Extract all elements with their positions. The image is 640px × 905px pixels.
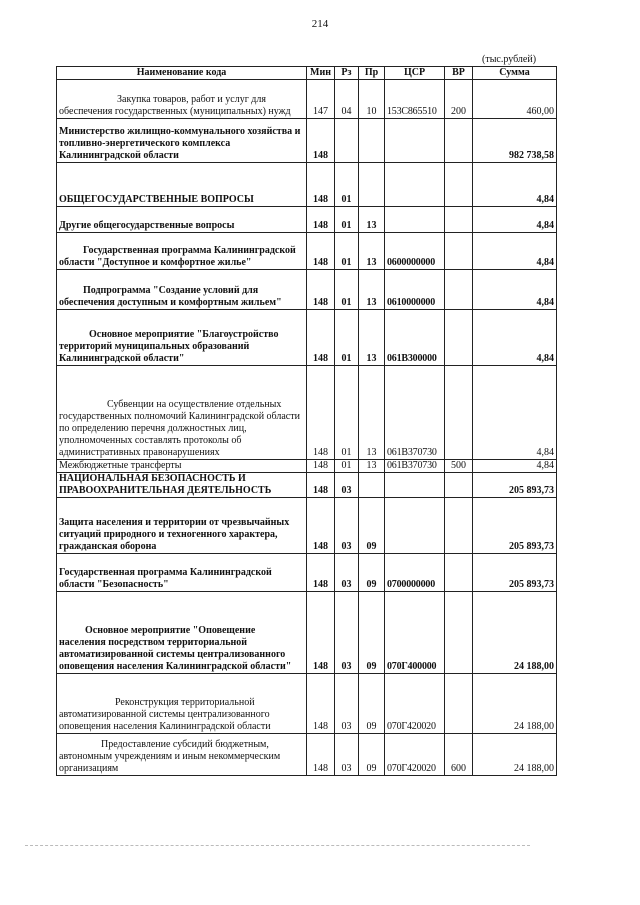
- row-rz: 03: [335, 734, 359, 776]
- row-pr: 09: [359, 554, 385, 592]
- row-pr: [359, 119, 385, 163]
- row-vr: [445, 554, 473, 592]
- row-rz: 01: [335, 366, 359, 460]
- row-vr: [445, 207, 473, 233]
- budget-table: [56, 66, 557, 776]
- row-name: Подпрограмма "Создание условий для обеспечения доступным и комфортным жильем": [57, 270, 307, 310]
- header-min: Мин: [307, 67, 335, 80]
- row-min: 148: [307, 498, 335, 554]
- row-vr: [445, 473, 473, 498]
- row-min: 148: [307, 310, 335, 366]
- row-pr: [359, 163, 385, 207]
- row-sum: 4,84: [473, 207, 557, 233]
- row-min: 148: [307, 119, 335, 163]
- row-sum: 460,00: [473, 80, 557, 119]
- row-name: Межбюджетные трансферты: [57, 460, 307, 473]
- row-min: 148: [307, 270, 335, 310]
- row-csr: [385, 473, 445, 498]
- table-row: [57, 270, 557, 310]
- row-pr: 13: [359, 460, 385, 473]
- table-row: [57, 554, 557, 592]
- row-name: Предоставление субсидий бюджетным, автономным учреждениям и иным некоммерческим организациям: [57, 734, 307, 776]
- row-vr: [445, 498, 473, 554]
- table-row: [57, 592, 557, 674]
- row-pr: 13: [359, 233, 385, 270]
- row-vr: [445, 233, 473, 270]
- row-min: 148: [307, 460, 335, 473]
- row-rz: 03: [335, 498, 359, 554]
- row-pr: 09: [359, 592, 385, 674]
- row-name: Закупка товаров, работ и услуг для обеспечения государственных (муниципальных) нужд: [57, 80, 307, 119]
- row-sum: 24 188,00: [473, 734, 557, 776]
- table-row: [57, 80, 557, 119]
- header-vr: ВР: [445, 67, 473, 80]
- row-name: ОБЩЕГОСУДАРСТВЕННЫЕ ВОПРОСЫ: [57, 163, 307, 207]
- row-pr: 13: [359, 366, 385, 460]
- units-label: (тыс.рублей): [482, 54, 537, 65]
- row-sum: 4,84: [473, 233, 557, 270]
- row-vr: [445, 674, 473, 734]
- row-rz: 03: [335, 554, 359, 592]
- row-vr: [445, 163, 473, 207]
- row-min: 148: [307, 734, 335, 776]
- header-rz: Рз: [335, 67, 359, 80]
- row-csr: 0610000000: [385, 270, 445, 310]
- table-row: [57, 207, 557, 233]
- row-vr: 600: [445, 734, 473, 776]
- row-pr: 10: [359, 80, 385, 119]
- row-min: 148: [307, 233, 335, 270]
- row-rz: 03: [335, 473, 359, 498]
- row-vr: 500: [445, 460, 473, 473]
- row-rz: 03: [335, 592, 359, 674]
- row-csr: [385, 498, 445, 554]
- header-csr: ЦСР: [385, 67, 445, 80]
- table-row: [57, 460, 557, 473]
- row-rz: 01: [335, 270, 359, 310]
- table-row: [57, 163, 557, 207]
- table-row: [57, 366, 557, 460]
- table-row: [57, 310, 557, 366]
- row-sum: 205 893,73: [473, 473, 557, 498]
- row-csr: 061В370730: [385, 366, 445, 460]
- row-vr: [445, 119, 473, 163]
- table-row: [57, 473, 557, 498]
- row-pr: 13: [359, 310, 385, 366]
- row-csr: 061В370730: [385, 460, 445, 473]
- row-sum: 205 893,73: [473, 554, 557, 592]
- row-sum: 24 188,00: [473, 592, 557, 674]
- scan-artifact-line: [25, 845, 530, 846]
- row-csr: [385, 207, 445, 233]
- row-sum: 982 738,58: [473, 119, 557, 163]
- row-csr: [385, 163, 445, 207]
- row-min: 148: [307, 592, 335, 674]
- row-name: НАЦИОНАЛЬНАЯ БЕЗОПАСНОСТЬ И ПРАВООХРАНИТЕЛЬНАЯ ДЕЯТЕЛЬНОСТЬ: [57, 473, 307, 498]
- row-vr: [445, 310, 473, 366]
- row-sum: 24 188,00: [473, 674, 557, 734]
- row-vr: 200: [445, 80, 473, 119]
- row-vr: [445, 592, 473, 674]
- row-csr: 153С865510: [385, 80, 445, 119]
- row-sum: 4,84: [473, 310, 557, 366]
- row-vr: [445, 366, 473, 460]
- row-sum: 4,84: [473, 270, 557, 310]
- table-row: [57, 233, 557, 270]
- row-csr: 061В300000: [385, 310, 445, 366]
- row-min: 148: [307, 554, 335, 592]
- page-number: 214: [311, 18, 329, 30]
- row-name: Субвенции на осуществление отдельных государственных полномочий Калининградской области по определению перечня должностных лиц, уполномоченных составлять протоколы об административных правонарушениях: [57, 366, 307, 460]
- row-csr: 0700000000: [385, 554, 445, 592]
- row-vr: [445, 270, 473, 310]
- row-sum: 4,84: [473, 163, 557, 207]
- row-pr: 09: [359, 674, 385, 734]
- table-row: [57, 674, 557, 734]
- row-rz: 01: [335, 163, 359, 207]
- row-min: 148: [307, 163, 335, 207]
- row-name: Государственная программа Калининградской области "Доступное и комфортное жилье": [57, 233, 307, 270]
- row-rz: 01: [335, 233, 359, 270]
- row-pr: 13: [359, 207, 385, 233]
- row-name: Защита населения и территории от чрезвычайных ситуаций природного и техногенного характера, гражданская оборона: [57, 498, 307, 554]
- table-header-row: [57, 67, 557, 80]
- row-rz: 03: [335, 674, 359, 734]
- row-rz: 01: [335, 207, 359, 233]
- row-pr: 13: [359, 270, 385, 310]
- row-name: Основное мероприятие "Благоустройство территорий муниципальных образований Калининградской области": [57, 310, 307, 366]
- row-name: Реконструкция территориальной автоматизированной системы централизованного оповещения населения Калининградской области: [57, 674, 307, 734]
- row-rz: 01: [335, 310, 359, 366]
- row-name: Основное мероприятие "Оповещение населения посредством территориальной автоматизированной системы централизованного оповещения населения Калининградской области": [57, 592, 307, 674]
- table-row: [57, 119, 557, 163]
- row-rz: [335, 119, 359, 163]
- row-sum: 4,84: [473, 460, 557, 473]
- row-sum: 205 893,73: [473, 498, 557, 554]
- header-pr: Пр: [359, 67, 385, 80]
- row-min: 148: [307, 674, 335, 734]
- row-rz: 04: [335, 80, 359, 119]
- header-name: Наименование кода: [57, 67, 307, 80]
- header-sum: Сумма: [473, 67, 557, 80]
- row-pr: 09: [359, 498, 385, 554]
- row-sum: 4,84: [473, 366, 557, 460]
- row-csr: 070Г420020: [385, 674, 445, 734]
- row-min: 148: [307, 366, 335, 460]
- row-name: Другие общегосударственные вопросы: [57, 207, 307, 233]
- row-csr: 070Г400000: [385, 592, 445, 674]
- row-csr: 070Г420020: [385, 734, 445, 776]
- row-min: 148: [307, 473, 335, 498]
- row-csr: 0600000000: [385, 233, 445, 270]
- row-min: 147: [307, 80, 335, 119]
- table-row: [57, 498, 557, 554]
- table-row: [57, 734, 557, 776]
- row-name: Государственная программа Калининградской области "Безопасность": [57, 554, 307, 592]
- row-name: Министерство жилищно-коммунального хозяйства и топливно-энергетического комплекса Калининградской области: [57, 119, 307, 163]
- row-csr: [385, 119, 445, 163]
- row-pr: 09: [359, 734, 385, 776]
- row-min: 148: [307, 207, 335, 233]
- row-rz: 01: [335, 460, 359, 473]
- row-pr: [359, 473, 385, 498]
